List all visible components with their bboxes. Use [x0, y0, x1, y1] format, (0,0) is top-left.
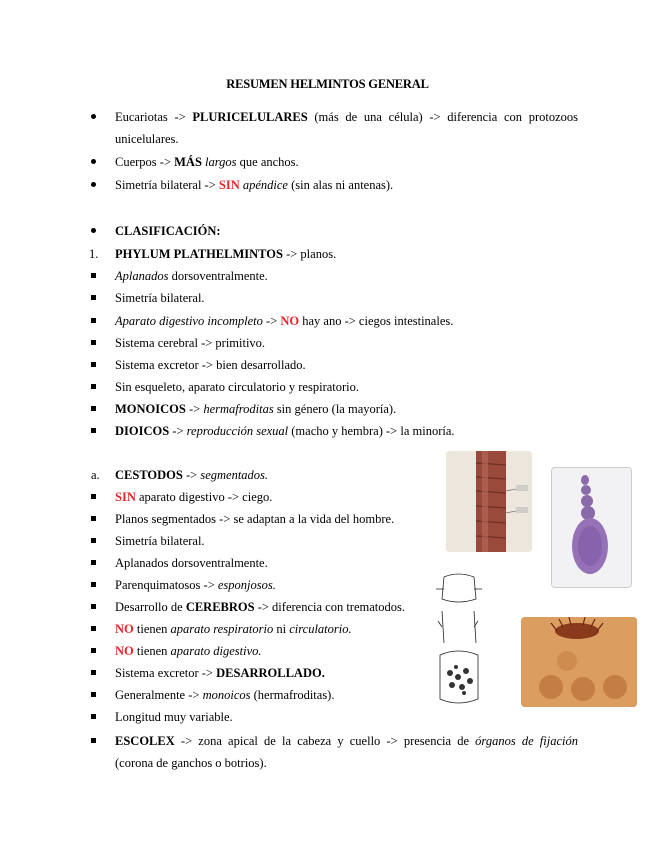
bullet-marker	[91, 401, 109, 417]
bullet-marker	[91, 489, 109, 505]
cestodos-item: Simetría bilateral.	[115, 534, 205, 548]
phylum-item: Simetría bilateral.	[115, 291, 205, 305]
cestodos-item: Aplanados dorsoventralmente.	[115, 556, 268, 570]
escolex-item-cont: (corona de ganchos o botrios).	[115, 756, 267, 770]
bullet-marker	[91, 577, 109, 593]
phylum-item: Sistema excretor -> bien desarrollado.	[115, 358, 306, 372]
cestodos-item: Desarrollo de CEREBROS -> diferencia con trematodos.	[115, 600, 405, 614]
tapeworm-segments-image	[446, 451, 532, 552]
bullet-marker	[91, 290, 109, 306]
list-letter: a.	[91, 468, 100, 482]
bullet-marker	[91, 643, 109, 659]
bullet-marker	[91, 621, 109, 637]
scolex-micrograph-image	[521, 617, 637, 707]
cestodos-item: NO tienen aparato digestivo.	[115, 644, 262, 658]
phylum-heading: PHYLUM PLATHELMINTOS -> planos.	[115, 247, 337, 261]
cestodos-item: SIN aparato digestivo -> ciego.	[115, 490, 273, 504]
phylum-item: Aparato digestivo incompleto -> NO hay ano -> ciegos intestinales.	[115, 314, 454, 328]
bullet-marker	[91, 555, 109, 571]
page-title: RESUMEN HELMINTOS GENERAL	[226, 77, 429, 91]
cestodos-item: Planos segmentados -> se adaptan a la vida del hombre.	[115, 512, 395, 526]
intro-item-3: Simetría bilateral -> SIN apéndice (sin alas ni antenas).	[115, 178, 394, 192]
bullet-marker	[91, 313, 109, 329]
phylum-item: DIOICOS -> reproducción sexual (macho y hembra) -> la minoría.	[115, 424, 455, 438]
bullet-marker	[91, 357, 109, 373]
phylum-item: MONOICOS -> hermafroditas sin género (la mayoría).	[115, 402, 397, 416]
intro-item-1-cont: unicelulares.	[115, 132, 179, 146]
phylum-item: Aplanados dorsoventralmente.	[115, 269, 268, 283]
bullet-marker	[91, 268, 109, 284]
cestodos-item: Longitud muy variable.	[115, 710, 233, 724]
bullet-marker	[91, 709, 109, 725]
bullet-marker	[91, 177, 109, 193]
bullet-marker	[91, 511, 109, 527]
cestodos-heading: CESTODOS -> segmentados.	[115, 468, 269, 482]
intro-item-1: Eucariotas -> PLURICELULARES (más de una célula) -> diferencia con protozoos	[115, 110, 578, 124]
intro-item-2: Cuerpos -> MÁS largos que anchos.	[115, 155, 299, 169]
bullet-marker	[91, 109, 109, 125]
bullet-marker	[91, 733, 109, 749]
list-number: 1.	[89, 247, 99, 261]
bullet-marker	[91, 379, 109, 395]
cestodos-item: NO tienen aparato respiratorio ni circulatorio.	[115, 622, 352, 636]
bullet-marker	[91, 223, 109, 239]
cestodos-item: Parenquimatosos -> esponjosos.	[115, 578, 276, 592]
bullet-marker	[91, 335, 109, 351]
scolex-drawing-image	[430, 571, 486, 711]
phylum-item: Sin esqueleto, aparato circulatorio y respiratorio.	[115, 380, 360, 394]
phylum-item: Sistema cerebral -> primitivo.	[115, 336, 266, 350]
bullet-marker	[91, 687, 109, 703]
cestodos-item: Generalmente -> monoicos (hermafroditas).	[115, 688, 335, 702]
purple-proglottid-image	[551, 467, 632, 588]
bullet-marker	[91, 154, 109, 170]
bullet-marker	[91, 423, 109, 439]
cestodos-item: Sistema excretor -> DESARROLLADO.	[115, 666, 325, 680]
bullet-marker	[91, 533, 109, 549]
bullet-marker	[91, 599, 109, 615]
section-heading-clasificacion: CLASIFICACIÓN:	[115, 224, 221, 238]
escolex-item: ESCOLEX -> zona apical de la cabeza y cuello -> presencia de órganos de fijación	[115, 734, 579, 748]
bullet-marker	[91, 665, 109, 681]
